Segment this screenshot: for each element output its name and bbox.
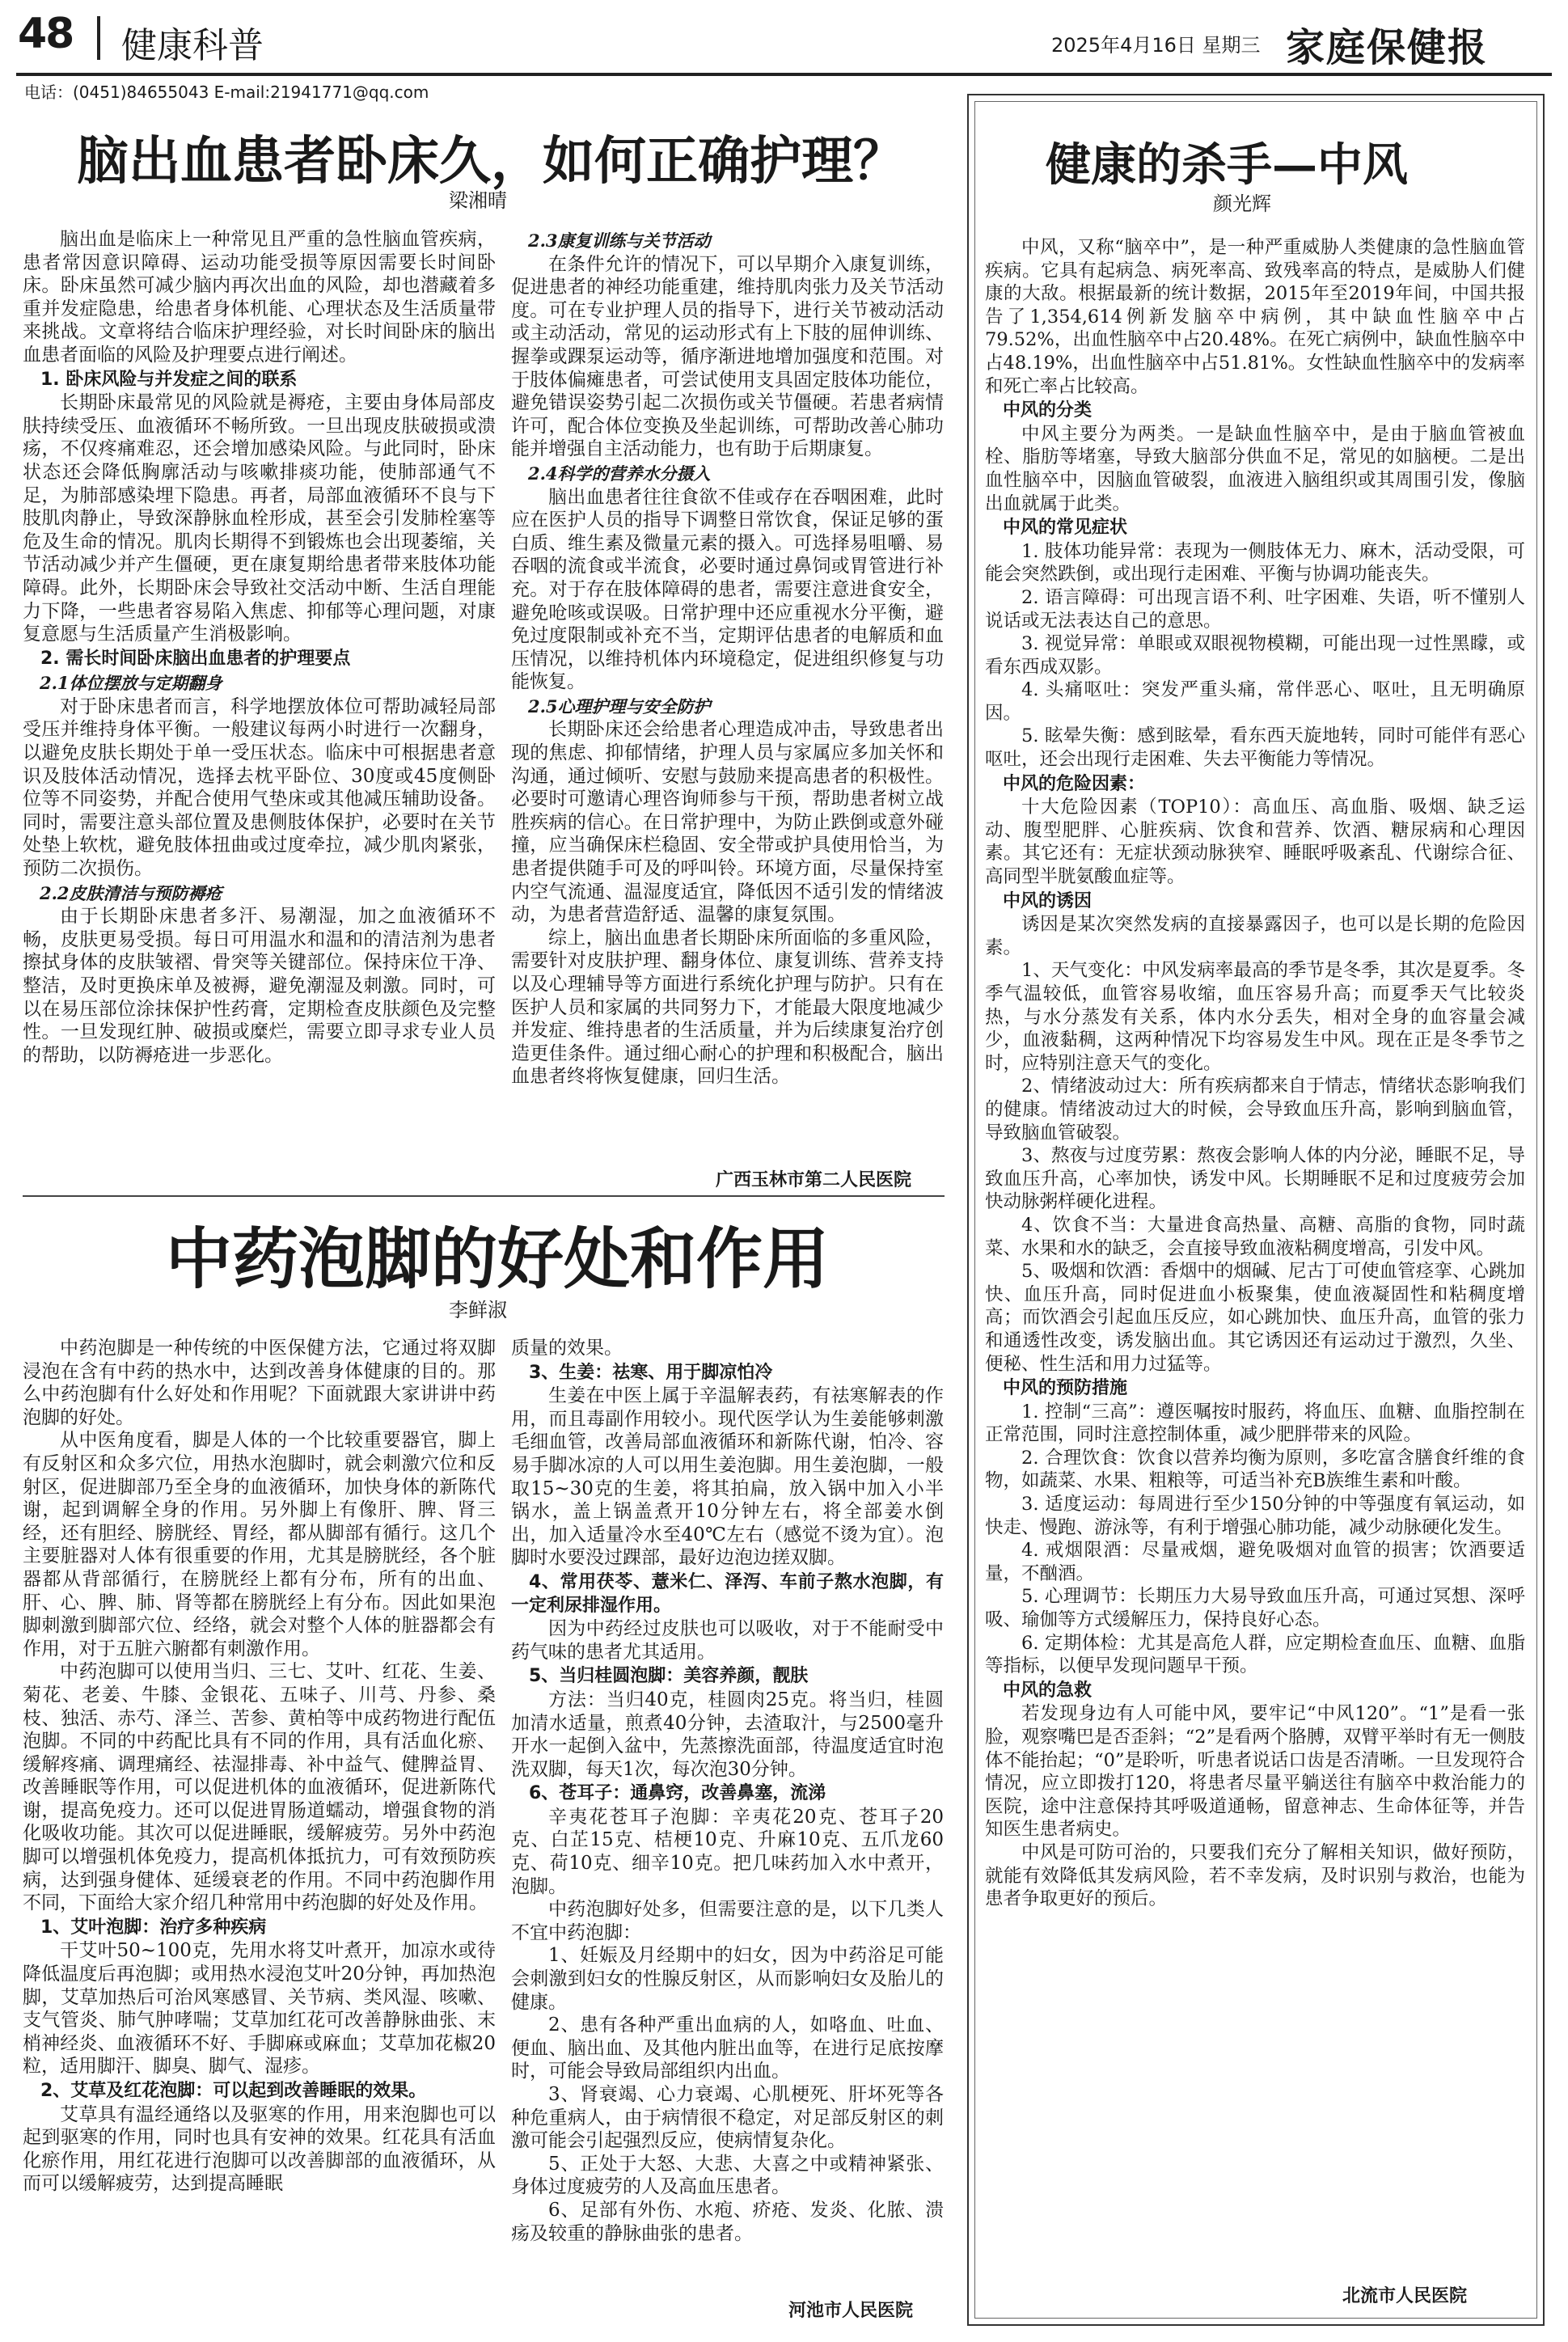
subheading: 2. 需长时间卧床脑出血患者的护理要点 [40,648,351,669]
article2-column-2 [511,1337,944,2291]
paragraph: 5. 心理调节：长期压力大易导致血压升高，可通过冥想、深呼吸、瑜伽等方式缓解压力，保持良好心态。 [985,1586,1525,1631]
subheading: 中风的分类 [1003,400,1093,421]
newspaper-name: 家庭保健报 [1286,25,1489,70]
paragraph: 4. 头痛呕吐：突发严重头痛，常伴恶心、呕吐，且无明确原因。 [985,679,1525,724]
subheading: 3、生姜：祛寒、用于脚凉怕冷 [529,1362,773,1383]
paragraph: 5、吸烟和饮酒：香烟中的烟碱、尼古丁可使血管痉挛、心跳加快、血压升高，同时促进血小板聚集，使血液凝固性和粘稠度增高；而饮酒会引起血压反应，如心跳加快、血压升高，血管的张力和通透性改变，诱发脑出血。其它诱因还有运动过于激烈，久坐、便秘、性生活和用力过猛等。 [985,1261,1525,1375]
article1-title: 脑出血患者卧床久，如何正确护理？ [77,131,905,192]
paragraph: 3、肾衰竭、心力衰竭、心肌梗死、肝坏死等各种危重病人，由于病情很不稳定，对足部反射区的刺激可能会引起强烈反应，使病情复杂化。 [511,2084,944,2152]
paragraph: 脑出血是临床上一种常见且严重的急性脑血管疾病，患者常因意识障碍、运动功能受损等原因需要长时间卧床。卧床虽然可减少脑内再次出血的风险，却也潜藏着多重并发症隐患，给患者身体机能、心理状态及生活质量带来挑战。文章将结合临床护理经验，对长时间卧床的脑出血患者面临的风险及护理要点进行阐述。 [23,229,496,366]
paragraph: 2. 语言障碍：可出现言语不利、吐字困难、失语，听不懂别人说话或无法表达自己的意思。 [985,586,1525,632]
paragraph: 3. 适度运动：每周进行至少150分钟的中等强度有氧运动，如快走、慢跑、游泳等，有利于增强心肺功能，减少动脉硬化发生。 [985,1494,1525,1538]
page-number: 48 [18,10,74,58]
subheading: 2.4科学的营养水分摄入 [528,463,711,484]
paragraph: 从中医角度看，脚是人体的一个比较重要器官，脚上有反射区和众多穴位，用热水泡脚时，就会刺激穴位和反射区，促进脚部乃至全身的血液循环，加快身体的新陈代谢，起到调解全身的作用。另外脚上有像肝、脾、肾三经，还有胆经、膀胱经、胃经，都从脚部有循行。这几个主要脏器对人体有很重要的作用，尤其是膀胱经，各个脏器都从背部循行，在膀胱经上都有分布，所有的出血、肝、心、脾、肺、肾等都在膀胱经上有分布。因此如果泡脚刺激到脚部穴位、经络，就会对整个人体的脏器都会有作用，对于五脏六腑都有刺激作用。 [23,1430,496,1659]
subheading: 4、常用茯苓、薏米仁、泽泻、车前子熬水泡脚，有一定利尿排湿作用。 [511,1571,944,1616]
paragraph: 由于长期卧床患者多汗、易潮湿，加之血液循环不畅，皮肤更易受损。每日可用温水和温和的清洁剂为患者擦拭身体的皮肤皱褶、骨突等关键部位。保持床位干净、整洁，及时更换床单及被褥，避免潮湿及刺激。同时，可以在易压部位涂抹保护性药膏，定期检查皮肤颜色及完整性。一旦发现红肿、破损或糜烂，需要立即寻求专业人员的帮助，以防褥疮进一步恶化。 [23,906,496,1066]
paragraph: 2. 合理饮食：饮食以营养均衡为原则，多吃富含膳食纤维的食物，如蔬菜、水果、粗粮等，可适当补充B族维生素和叶酸。 [985,1447,1525,1492]
subheading: 2.1体位摆放与定期翻身 [40,673,222,694]
paragraph: 方法：当归40克，桂圆肉25克。将当归，桂圆加清水适量，煎煮40分钟，去渣取汁，与2500毫升开水一起倒入盆中，先蒸擦洗面部，待温度适宜时泡洗双脚，每天1次，每次泡30分钟。 [511,1689,944,1780]
paragraph: 中风是可防可治的，只要我们充分了解相关知识，做好预防，就能有效降低其发病风险，若不幸发病，及时识别与救治，也能为患者争取更好的预后。 [985,1841,1525,1910]
paragraph: 综上，脑出血患者长期卧床所面临的多重风险，需要针对皮肤护理、翻身体位、康复训练、营养支持以及心理辅导等方面进行系统化护理与防护。只有在医护人员和家属的共同努力下，才能最大限度地减少并发症、维持患者的生活质量，并为后续康复治疗创造更佳条件。通过细心耐心的护理和积极配合，脑出血患者终将恢复健康，回归生活。 [511,927,944,1088]
paragraph: 若发现身边有人可能中风，要牢记“中风120”。“1”是看一张脸，观察嘴巴是否歪斜；“2”是看两个胳膊，双臂平举时有无一侧肢体不能抬起；“0”是聆听，听患者说话口齿是否清晰。一旦发现符合情况，应立即拨打120，将患者尽量平躺送往有脑卒中救治能力的医院，途中注意保持其呼吸道通畅，留意神志、生命体征等，并告知医生患者病史。 [985,1703,1525,1841]
paragraph: 6. 定期体检：尤其是高危人群，应定期检查血压、血糖、血脂等指标，以便早发现问题早干预。 [985,1632,1525,1677]
section-title: 健康科普 [121,25,264,66]
article2-source: 河池市人民医院 [788,2301,914,2321]
subheading: 6、苍耳子：通鼻窍，改善鼻塞，流涕 [529,1783,826,1804]
paragraph: 脑出血患者往往食欲不佳或存在吞咽困难，此时应在医护人员的指导下调整日常饮食，保证足够的蛋白质、维生素及微量元素的摄入。可选择易咀嚼、易吞咽的流食或半流食，必要时通过鼻饲或胃管进行补充。对于存在肢体障碍的患者，需要注意进食安全，避免呛咳或误吸。日常护理中还应重视水分平衡，避免过度限制或补充不当，定期评估患者的电解质和血压情况，以维持机体内环境稳定，促进组织修复与功能恢复。 [511,486,944,693]
subheading: 中风的危险因素： [1003,773,1146,794]
article2-column-1 [23,1337,496,2319]
paragraph: 中药泡脚好处多，但需要注意的是，以下几类人不宜中药泡脚： [511,1899,944,1943]
subheading: 5、当归桂圆泡脚：美容养颜，靓肤 [529,1666,809,1687]
article2-title: 中药泡脚的好处和作用 [166,1220,830,1298]
paragraph: 1. 控制“三高”：遵医嘱按时服药，将血压、血糖、血脂控制在正常范围，同时注意控制体重，减少肥胖带来的风险。 [985,1401,1525,1446]
paragraph: 1、妊娠及月经期中的妇女，因为中药浴足可能会刺激到妇女的性腺反射区，从而影响妇女及胎儿的健康。 [511,1945,944,2013]
paragraph: 因为中药经过皮肤也可以吸收，对于不能耐受中药气味的患者尤其适用。 [511,1618,944,1663]
article-divider [23,1195,945,1197]
subheading: 2.3康复训练与关节活动 [528,230,711,251]
paragraph: 诱因是某次突然发病的直接暴露因子，也可以是长期的危险因素。 [985,914,1525,958]
subheading: 2.2皮肤清洁与预防褥疮 [40,882,222,903]
paragraph: 1、天气变化：中风发病率最高的季节是冬季，其次是夏季。冬季气温较低，血管容易收缩，血压容易升高；而夏季天气比较炎热，与水分蒸发有关系，体内水分丢失，相对全身的血容量会减少，血液黏稠，这两种情况下均容易发生中风。现在正是冬季节之时，应特别注意天气的变化。 [985,960,1525,1074]
paragraph: 辛夷花苍耳子泡脚：辛夷花20克、苍耳子20克、白芷15克、桔梗10克、升麻10克、五爪龙60克、荷10克、细辛10克。把几味药加入水中煮开，泡脚。 [511,1806,944,1897]
paragraph: 1. 肢体功能异常：表现为一侧肢体无力、麻木，活动受限，可能会突然跌倒，或出现行走困难、平衡与协调功能丧失。 [985,540,1525,586]
article1-column-1 [23,228,496,1195]
subheading: 2.5心理护理与安全防护 [528,695,711,717]
paragraph: 干艾叶50~100克，先用水将艾叶煮开，加凉水或待降低温度后再泡脚；或用热水浸泡艾叶20分钟，再加热泡脚，艾草加热后可治风寒感冒、关节病、类风湿、咳嗽、支气管炎、肺气肿哮喘；艾草加红花可改善静脉曲张、末梢神经炎、血液循环不好、手脚麻或麻血；艾草加花椒20粒，适用脚汗、脚臭、脚气、湿疹。 [23,1940,496,2078]
article3-title: 健康的杀手—中风 [1046,138,1408,192]
paragraph: 4. 戒烟限酒：尽量戒烟，避免吸烟对血管的损害；饮酒要适量，不酗酒。 [985,1540,1525,1584]
article2-author: 李鲜淑 [449,1299,507,1321]
paragraph: 十大危险因素（TOP10）：高血压、高血脂、吸烟、缺乏运动、腹型肥胖、心脏疾病、饮食和营养、饮酒、糖尿病和心理因素。其它还有：无症状颈动脉狭窄、睡眠呼吸紊乱、代谢综合征、高同型半胱氨酸血症等。 [985,797,1525,888]
masthead-rule [16,73,1552,76]
issue-date: 2025年4月16日 星期三 [1051,34,1261,57]
paragraph: 2、情绪波动过大：所有疾病都来自于情志，情绪状态影响我们的健康。情绪波动过大的时候，会导致血压升高，影响到脑血管，导致脑血管破裂。 [985,1076,1525,1144]
article3-body [985,236,1525,2274]
paragraph: 在条件允许的情况下，可以早期介入康复训练，促进患者的神经功能重建，维持肌肉张力及关节活动度。可在专业护理人员的指导下，进行关节被动活动或主动活动，常见的运动形式有上下肢的屈伸训练、握拳或踝泵运动等，循序渐进地增加强度和范围。对于肢体偏瘫患者，可尝试使用支具固定肢体功能位，避免错误姿势引起二次损伤或关节僵硬。若患者病情许可，配合体位变换及坐起训练，可帮助改善心肺功能并增强自主活动能力，也有助于后期康复。 [511,253,944,460]
paragraph: 生姜在中医上属于辛温解表药，有祛寒解表的作用，而且毒副作用较小。现代医学认为生姜能够刺激毛细血管，改善局部血液循环和新陈代谢，怕冷、容易手脚冰凉的人可以用生姜泡脚。用生姜泡脚，一般取15~30克的生姜，将其拍扁，放入锅中加入小半锅水，盖上锅盖煮开10分钟左右，将全部姜水倒出，加入适量冷水至40℃左右（感觉不烫为宜）。泡脚时水要没过踝部，最好边泡边搓双脚。 [511,1385,944,1569]
subheading: 中风的常见症状 [1003,518,1128,539]
article3-author: 颜光辉 [1213,192,1271,215]
subheading: 1、艾叶泡脚：治疗多种疾病 [40,1917,267,1938]
subheading: 2、艾草及红花泡脚：可以起到改善睡眠的效果。 [40,2081,427,2101]
paragraph: 中风，又称“脑卒中”，是一种严重威胁人类健康的急性脑血管疾病。它具有起病急、病死率高、致残率高的特点，是威胁人们健康的大敌。根据最新的统计数据，2015年至2019年间，中国共报告了1,354,614例新发脑卒中病例，其中缺血性脑卒中占79.52%，出血性脑卒中占20.48%。在死亡病例中，缺血性脑卒中占48.19%，出血性脑卒中占51.81%。女性缺血性脑卒中的发病率和死亡率占比较高。 [985,237,1525,397]
subheading: 中风的预防措施 [1003,1378,1128,1399]
paragraph: 对于卧床患者而言，科学地摆放体位可帮助减轻局部受压并维持身体平衡。一般建议每两小时进行一次翻身，以避免皮肤长期处于单一受压状态。临床中可根据患者意识及肢体活动情况，选择去枕平卧位、30度或45度侧卧位等不同姿势，并配合使用气垫床或其他减压辅助设备。同时，需要注意头部位置及患侧肢体保护，必要时在关节处垫上软枕，避免肢体扭曲或过度牵拉，减少肌肉紧张，预防二次损伤。 [23,695,496,880]
paragraph: 3、熬夜与过度劳累：熬夜会影响人体的内分泌，睡眠不足，导致血压升高，心率加快，诱发中风。长期睡眠不足和过度疲劳会加快动脉粥样硬化进程。 [985,1145,1525,1213]
paragraph: 中药泡脚可以使用当归、三七、艾叶、红花、生姜、菊花、老姜、牛膝、金银花、五味子、川芎、丹参、桑枝、独活、赤芍、泽兰、苦参、黄柏等中成药物进行配伍泡脚。不同的中药配比具有不同的作用，具有活血化瘀、缓解疼痛、调理痛经、祛湿排毒、补中益气、健脾益胃、改善睡眠等作用，可以促进机体的血液循环，促进新陈代谢，提高免疫力。还可以促进胃肠道蠕动，增强食物的消化吸收功能。其次可以促进睡眠，缓解疲劳。另外中药泡脚可以增强机体免疫力，提高机体抵抗力，可有效预防疾病，达到强身健体、延缓衰老的作用。不同中药泡脚作用不同，下面给大家介绍几种常用中药泡脚的好处及作用。 [23,1661,496,1914]
article1-column-2 [511,228,944,1166]
paragraph: 5、正处于大怒、大悲、大喜之中或精神紧张、身体过度疲劳的人及高血压患者。 [511,2153,944,2198]
paragraph: 2、患有各种严重出血病的人，如咯血、吐血、便血、脑出血、及其他内脏出血等，在进行足底按摩时，可能会导致局部组织内出血。 [511,2014,944,2082]
masthead-divider [97,16,100,60]
subheading: 中风的急救 [1003,1680,1093,1701]
subheading: 1. 卧床风险与并发症之间的联系 [40,369,298,390]
article1-source: 广西玉林市第二人民医院 [716,1170,912,1190]
paragraph: 质量的效果。 [511,1338,623,1359]
paragraph: 艾草具有温经通络以及驱寒的作用，用来泡脚也可以起到驱寒的作用，同时也具有安神的效果。红花具有活血化瘀作用，用红花进行泡脚可以改善脚部的血液循环，从而可以缓解疲劳，达到提高睡眠 [23,2103,496,2195]
article1-author: 梁湘晴 [449,189,507,212]
paragraph: 3. 视觉异常：单眼或双眼视物模糊，可能出现一过性黑矇，或看东西成双影。 [985,633,1525,678]
paragraph: 长期卧床还会给患者心理造成冲击，导致患者出现的焦虑、抑郁情绪，护理人员与家属应多加关怀和沟通，通过倾听、安慰与鼓励来提高患者的积极性。必要时可邀请心理咨询师参与干预，帮助患者树立战胜疾病的信心。在日常护理中，为防止跌倒或意外碰撞，应当确保床栏稳固、安全带或护具使用恰当，为患者提供随手可及的呼叫铃。环境方面，尽量保持室内空气流通、温湿度适宜，降低因不适引发的情绪波动，为患者营造舒适、温馨的康复氛围。 [511,719,944,926]
paragraph: 5. 眩晕失衡：感到眩晕，看东西天旋地转，同时可能伴有恶心呕吐，还会出现行走困难、失去平衡能力等情况。 [985,725,1525,771]
contact-info: 电话：(0451)84655043 E-mail:21941771@qq.com [24,82,429,102]
article3-source: 北流市人民医院 [1342,2286,1468,2306]
paragraph: 4、饮食不当：大量进食高热量、高糖、高脂的食物，同时蔬菜、水果和水的缺乏，会直接导致血液粘稠度增高，引发中风。 [985,1214,1525,1259]
paragraph: 中风主要分为两类。一是缺血性脑卒中，是由于脑血管被血栓、脂肪等堵塞，导致大脑部分供血不足，常见的如脑梗。二是出血性脑卒中，因脑血管破裂，血液进入脑组织或其周围引发，像脑出血就属于此类。 [985,423,1525,514]
paragraph: 6、足部有外伤、水疱、疥疮、发炎、化脓、溃疡及较重的静脉曲张的患者。 [511,2199,944,2244]
paragraph: 中药泡脚是一种传统的中医保健方法，它通过将双脚浸泡在含有中药的热水中，达到改善身体健康的目的。那么中药泡脚有什么好处和作用呢？下面就跟大家讲讲中药泡脚的好处。 [23,1338,496,1428]
paragraph: 长期卧床最常见的风险就是褥疮，主要由身体局部皮肤持续受压、血液循环不畅所致。一旦出现皮肤破损或溃疡，不仅疼痛难忍，还会增加感染风险。与此同时，卧床状态还会降低胸廓活动与咳嗽排痰功能，使肺部通气不足，为肺部感染埋下隐患。再者，局部血液循环不良与下肢肌肉静止，导致深静脉血栓形成，甚至会引发肺栓塞等危及生命的情况。肌肉长期得不到锻炼也会出现萎缩，关节活动减少并产生僵硬，更在康复期给患者带来肢体功能障碍。此外，长期卧床会导致社交活动中断、生活自理能力下降，一些患者容易陷入焦虑、抑郁等心理问题，对康复意愿与生活质量产生消极影响。 [23,392,496,645]
subheading: 中风的诱因 [1003,890,1093,911]
